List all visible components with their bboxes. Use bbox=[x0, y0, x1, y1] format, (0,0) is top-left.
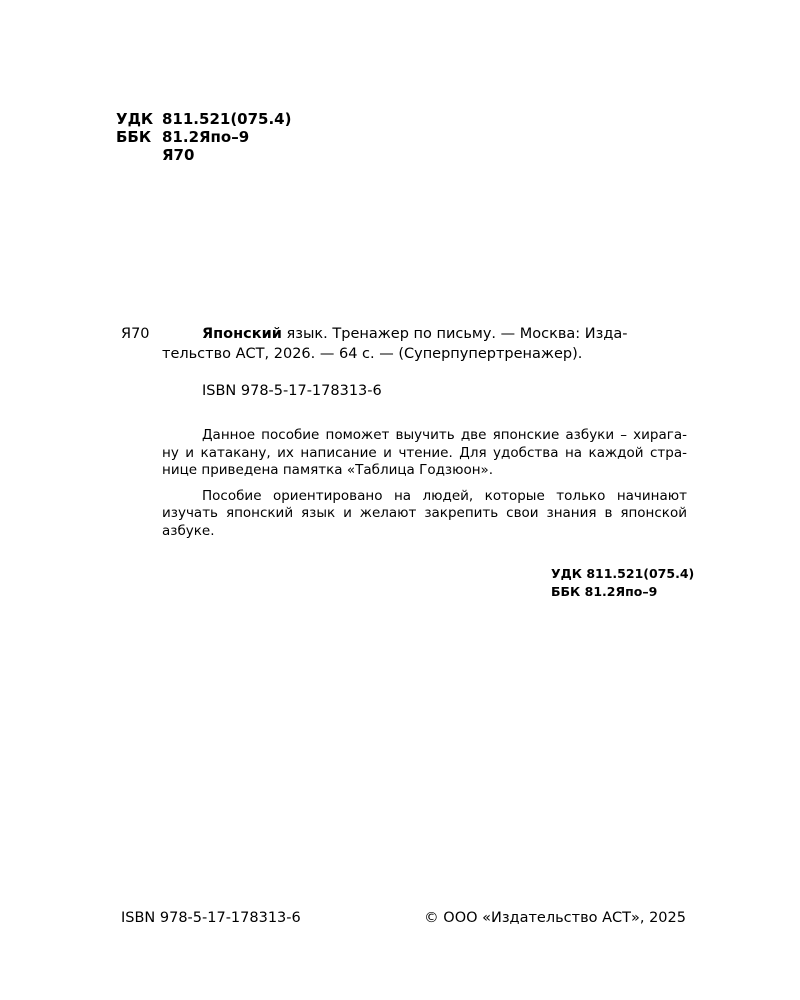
entry-isbn: ISBN 978-5-17-178313-6 bbox=[202, 383, 382, 399]
bibliographic-entry bbox=[162, 324, 687, 364]
annotation-line: Данное пособие поможет выучить две японские азбуки – хирага- bbox=[202, 427, 687, 443]
footer-isbn: ISBN 978-5-17-178313-6 bbox=[121, 910, 301, 926]
classification-block-top bbox=[116, 110, 291, 164]
annotation bbox=[162, 427, 687, 548]
udk-value: 811.521(075.4) bbox=[162, 110, 292, 128]
bbk-value: 81.2Япо–9 bbox=[162, 128, 250, 146]
entry-line-2: тельство АСТ, 2026. — 64 с. — (Суперпупертренажер). bbox=[162, 346, 583, 362]
annotation-line: Пособие ориентировано на людей, которые только начинают bbox=[202, 487, 687, 504]
annotation-line: изучать японский язык и желают закрепить свои знания в японской bbox=[162, 505, 687, 521]
entry-line-1-rest: язык. Тренажер по письму. — Москва: Изда- bbox=[281, 326, 628, 342]
annotation-paragraph-1 bbox=[162, 427, 687, 480]
bbk-label: ББК bbox=[116, 128, 152, 146]
classification-block-bottom bbox=[551, 565, 694, 601]
udk-row bbox=[116, 110, 291, 128]
author-mark: Я70 bbox=[162, 146, 195, 164]
annotation-line: азбуке. bbox=[162, 522, 215, 539]
footer-copyright: © ООО «Издательство АСТ», 2025 bbox=[424, 910, 686, 926]
annotation-paragraph-2 bbox=[162, 488, 687, 541]
author-mark-row bbox=[116, 146, 291, 164]
entry-line-1 bbox=[162, 324, 687, 344]
udk-bottom: УДК 811.521(075.4) bbox=[551, 566, 695, 581]
annotation-line: нице приведена памятка «Таблица Годзюон». bbox=[162, 462, 494, 478]
bbk-bottom: ББК 81.2Япо–9 bbox=[551, 584, 658, 599]
entry-author-mark: Я70 bbox=[121, 326, 150, 342]
annotation-line: ну и катакану, их написание и чтение. Для удобства на каждой стра- bbox=[162, 444, 687, 461]
bbk-row bbox=[116, 128, 291, 146]
udk-label: УДК bbox=[116, 110, 154, 128]
entry-title: Японский bbox=[202, 326, 282, 342]
